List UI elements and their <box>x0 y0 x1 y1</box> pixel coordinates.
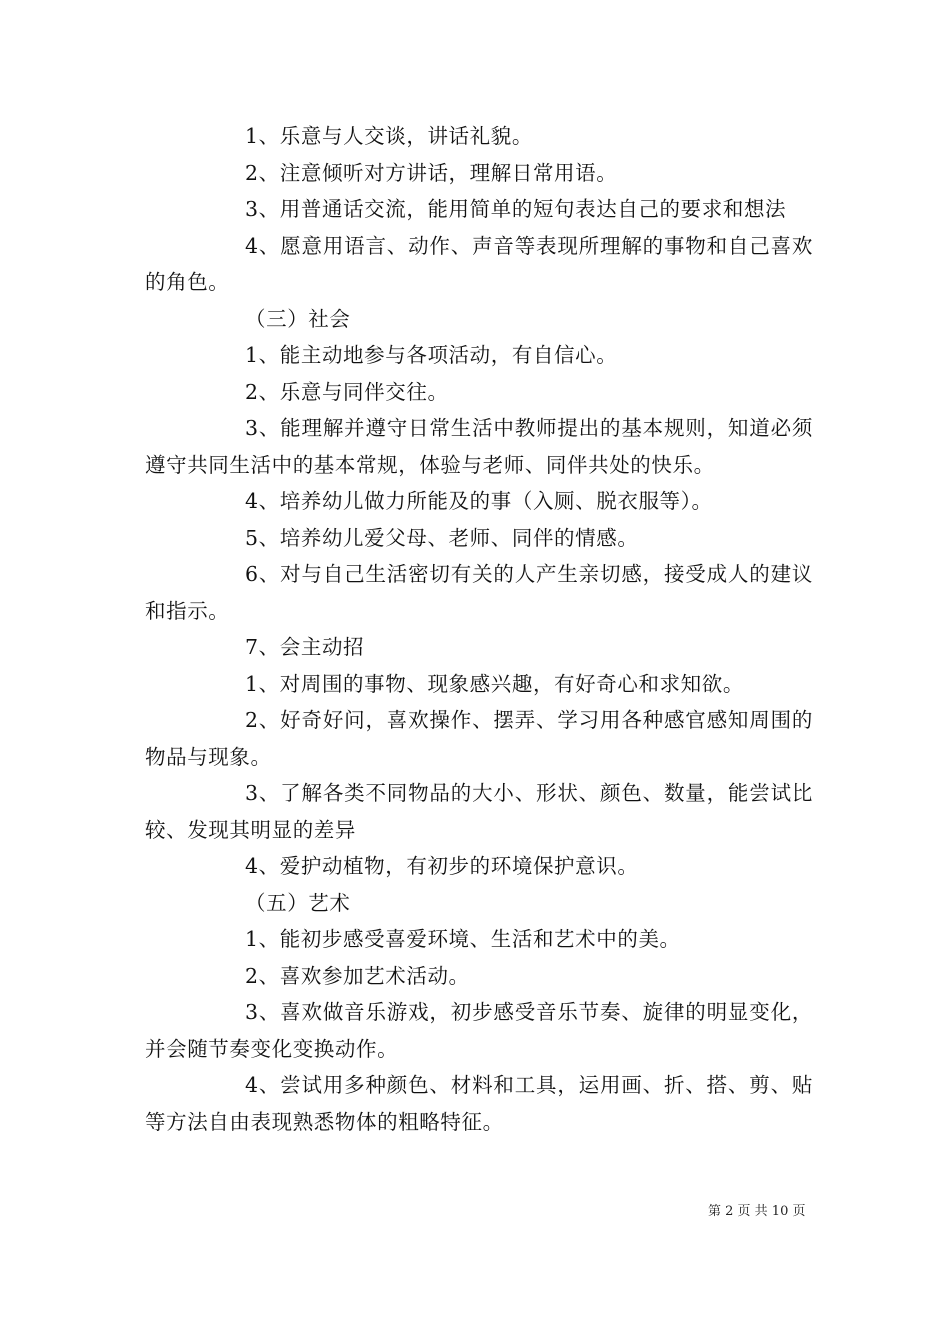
paragraph: 4、爱护动植物，有初步的环境保护意识。 <box>245 854 639 878</box>
paragraph: 3、用普通话交流，能用简单的短句表达自己的要求和想法 <box>245 197 787 221</box>
paragraph: 1、乐意与人交谈，讲话礼貌。 <box>245 124 533 148</box>
paragraph: 1、能初步感受喜爱环境、生活和艺术中的美。 <box>245 927 681 951</box>
paragraph: 1、能主动地参与各项活动，有自信心。 <box>245 343 618 367</box>
paragraph: 3、喜欢做音乐游戏，初步感受音乐节奏、旋律的明显变化，并会随节奏变化变换动作。 <box>145 1000 813 1061</box>
paragraph: 2、喜欢参加艺术活动。 <box>245 963 470 988</box>
paragraph: 2、乐意与同伴交往。 <box>245 379 449 404</box>
paragraph: 6、对与自己生活密切有关的人产生亲切感，接受成人的建议和指示。 <box>145 562 813 623</box>
paragraph: 2、注意倾听对方讲话，理解日常用语。 <box>245 160 618 185</box>
section-heading-social: （三）社会 <box>245 306 351 331</box>
paragraph: 5、培养幼儿爱父母、老师、同伴的情感。 <box>245 525 639 550</box>
section-heading-art: （五）艺术 <box>245 890 351 915</box>
paragraph: 4、培养幼儿做力所能及的事（入厕、脱衣服等）。 <box>245 489 713 513</box>
paragraph: 2、好奇好问，喜欢操作、摆弄、学习用各种感官感知周围的物品与现象。 <box>145 708 813 769</box>
paragraph: 4、愿意用语言、动作、声音等表现所理解的事物和自己喜欢的角色。 <box>145 233 813 294</box>
paragraph: 4、尝试用多种颜色、材料和工具，运用画、折、搭、剪、贴等方法自由表现熟悉物体的粗略特征。 <box>145 1073 813 1134</box>
document-body <box>145 118 813 1140</box>
paragraph: 3、了解各类不同物品的大小、形状、颜色、数量，能尝试比较、发现其明显的差异 <box>145 781 813 842</box>
paragraph: 7、会主动招 <box>245 635 365 659</box>
paragraph: 1、对周围的事物、现象感兴趣，有好奇心和求知欲。 <box>245 671 744 696</box>
paragraph: 3、能理解并遵守日常生活中教师提出的基本规则，知道必须遵守共同生活中的基本常规，体验与老师、同伴共处的快乐。 <box>145 416 813 477</box>
page-number-footer: 第 2 页 共 10 页 <box>708 1204 806 1219</box>
